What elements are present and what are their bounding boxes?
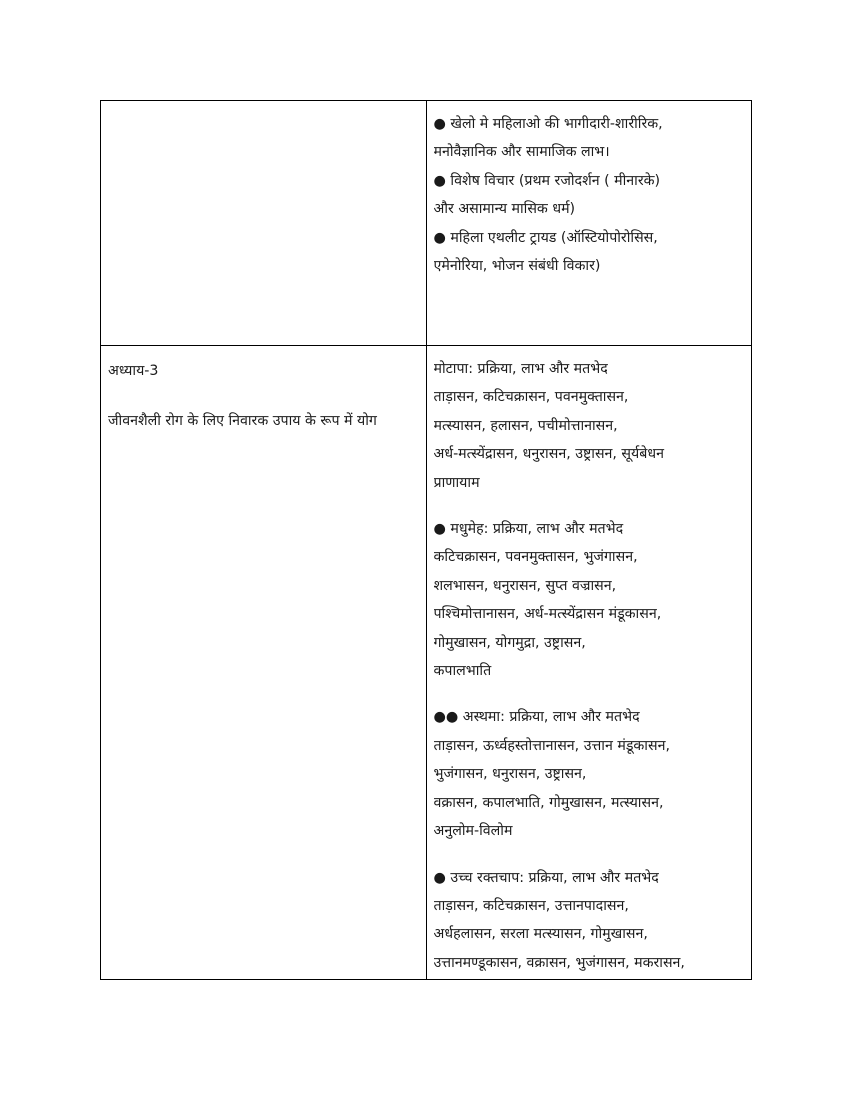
content-line: ताड़ासन, ऊर्ध्वहस्तोत्तानासन, उत्तान मंडूकासन, <box>433 737 670 754</box>
chapter-cell <box>101 346 427 980</box>
table-row <box>101 101 752 346</box>
content-line: एमेनोरिया, भोजन संबंधी विकार) <box>433 258 601 275</box>
content-line: ● उच्च रक्तचाप: प्रक्रिया, लाभ और मतभेद <box>433 869 659 886</box>
content-line: ● विशेष विचार (प्रथम रजोदर्शन ( मीनारके) <box>433 172 661 189</box>
content-line: शलभासन, धनुरासन, सुप्त वज्रासन, <box>433 577 617 594</box>
content-line: वक्रासन, कपालभाति, गोमुखासन, मत्स्यासन, <box>433 794 664 811</box>
asthma-block <box>434 703 746 845</box>
obesity-block <box>434 355 746 497</box>
content-line: उत्तानमण्डूकासन, वक्रासन, भुजंगासन, मकरासन, <box>433 954 685 971</box>
syllabus-table <box>100 100 752 980</box>
content-line: ● खेलो मे महिलाओ की भागीदारी-शारीरिक, <box>433 116 663 132</box>
women-sports-cell <box>426 101 752 346</box>
chapter-number: अध्याय-3 <box>108 363 159 379</box>
content-line: पश्चिमोत्तानासन, अर्ध-मत्स्येंद्रासन मंडूकासन, <box>433 606 662 623</box>
content-line: कटिचक्रासन, पवनमुक्तासन, भुजंगासन, <box>433 549 638 566</box>
table-row <box>101 346 752 980</box>
chapter-title: जीवनशैली रोग के लिए निवारक उपाय के रूप में योग <box>108 413 377 430</box>
content-line: गोमुखासन, योगमुद्रा, उष्ट्रासन, <box>433 634 586 651</box>
content-line: प्राणायाम <box>433 474 480 491</box>
content-line: ताड़ासन, कटिचक्रासन, उत्तानपादासन, <box>433 897 629 914</box>
content-line: अर्ध-मत्स्येंद्रासन, धनुरासन, उष्ट्रासन, सूर्यबेधन <box>433 446 664 463</box>
content-line: और असामान्य मासिक धर्म) <box>433 201 576 218</box>
content-line: ● मधुमेह: प्रक्रिया, लाभ और मतभेद <box>433 521 624 538</box>
empty-left-cell <box>101 101 427 346</box>
content-line: कपालभाति <box>433 663 492 680</box>
content-line: ● महिला एथलीट ट्रायड (ऑस्टियोपोरोसिस, <box>433 229 658 246</box>
left-cell-text <box>101 101 426 112</box>
content-line: ताड़ासन, कटिचक्रासन, पवनमुक्तासन, <box>433 389 629 406</box>
content-line: मनोवैज्ञानिक और सामाजिक लाभ। <box>433 144 610 161</box>
content-line: मोटापा: प्रक्रिया, लाभ और मतभेद <box>433 361 608 377</box>
lifestyle-disease-cell <box>426 346 752 980</box>
content-line: अर्धहलासन, सरला मत्स्यासन, गोमुखासन, <box>433 926 648 943</box>
content-line: अनुलोम-विलोम <box>433 823 513 840</box>
hypertension-block <box>434 864 746 978</box>
content-line: मत्स्यासन, हलासन, पचीमोत्तानासन, <box>433 417 618 434</box>
diabetes-block <box>434 515 746 685</box>
content-line: भुजंगासन, धनुरासन, उष्ट्रासन, <box>433 766 587 783</box>
content-line: ●● अस्थमा: प्रक्रिया, लाभ और मतभेद <box>433 709 640 726</box>
